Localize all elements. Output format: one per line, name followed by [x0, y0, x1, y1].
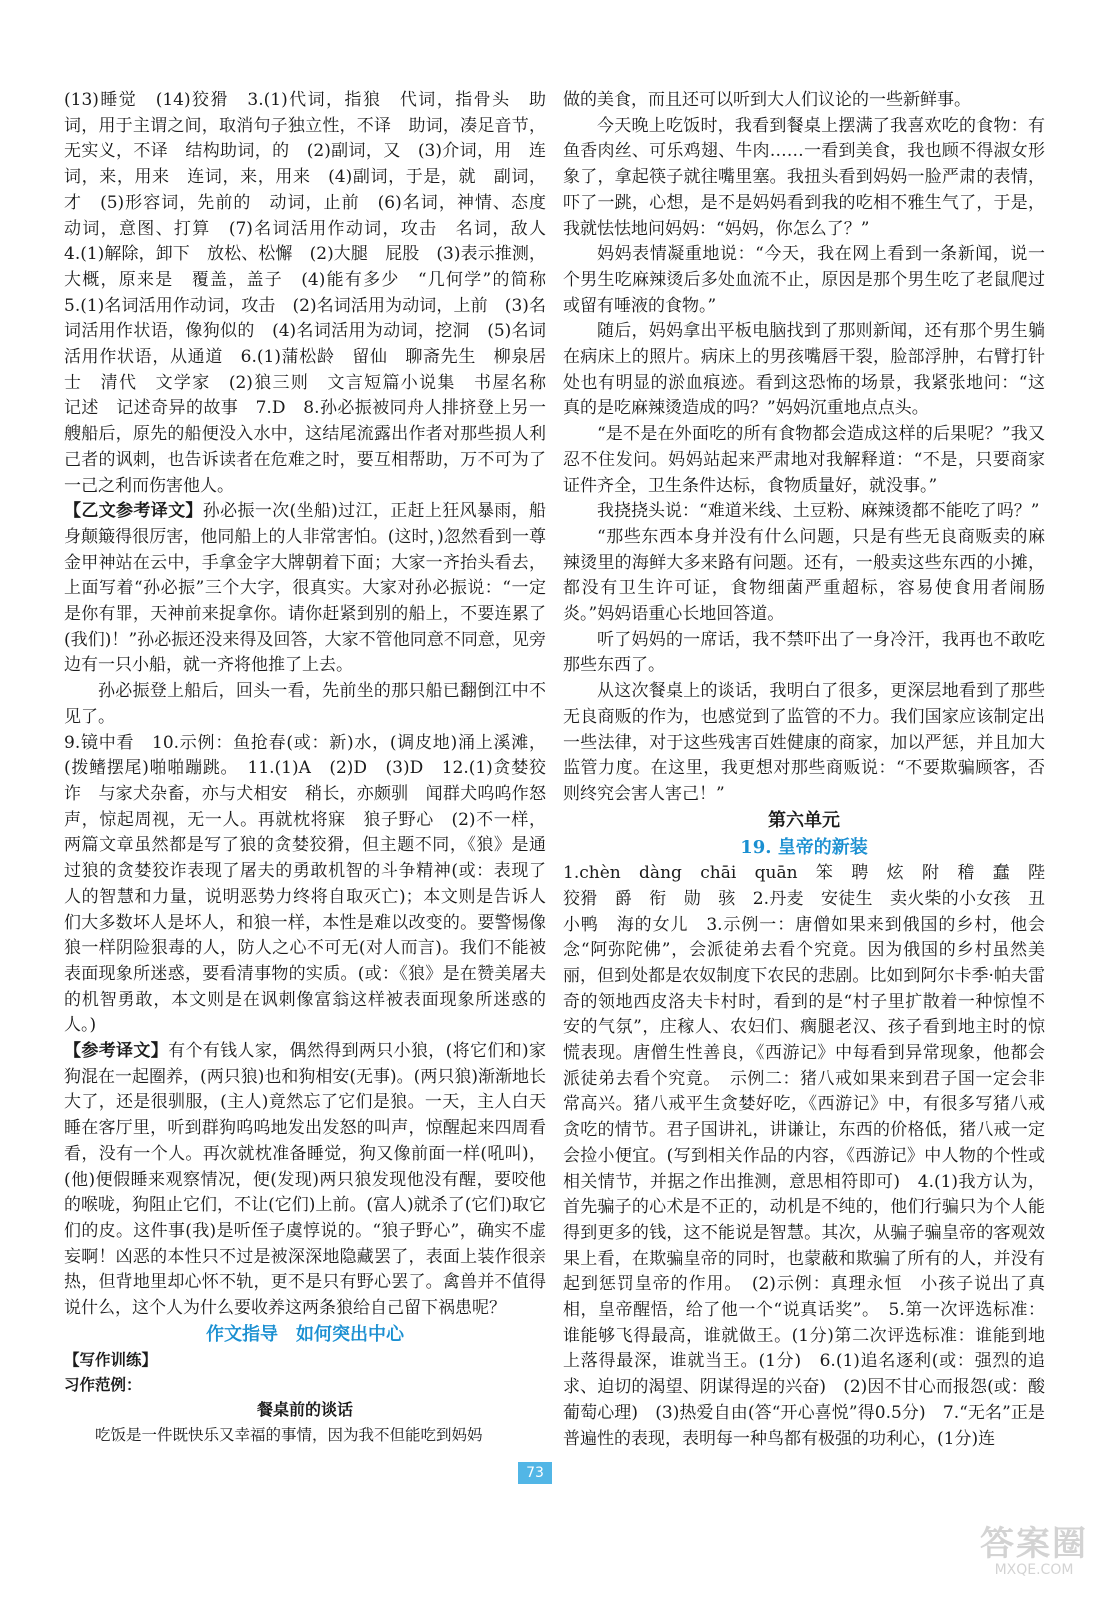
essay-paragraph-9: 从这次餐桌上的谈话，我明白了很多，更深层地看到了那些无良商贩的作为，也感觉到了监管的不力。我们国家应该制定出一些法律，对于这些残害百姓健康的商家，加以严惩，并且加大监管力度。在这里，我更想对那些商贩说：“不要欺骗顾客，否则终究会害人害己！” — [563, 681, 1045, 804]
translation-ref-text: 有个有钱人家，偶然得到两只小狼，(将它们和)家狗混在一起圈养，(两只狼)也和狗相安(无事)。(两只狼)渐渐地长大了，还是很驯服，(主人)竟然忘了它们是狼。一天，主人白天睡在客厅里，听到群狗呜呜地发出发怒的叫声，惊醒起来四周看看，没有一个人。再次就枕准备睡觉，狗又像前面一样(吼叫)，(他)便假睡来观察情况，便(发现)两只狼发现他没有醒，要咬他的喉咙，狗阻止它们，不让(它们)上前。(富人)就杀了(它们)取它们的皮。这件事(我)是听侄子虞惇说的。“狼子野心”，确实不虚妄啊！凶恶的本性只不过是被深深地隐藏罢了，表面上装作很亲热，但背地里却心怀不轨，更不是只有野心罢了。禽兽并不值得说什么，这个人为什么要收养这两条狼给自己留下祸患呢？ — [64, 1041, 547, 1319]
translation-yi — [64, 499, 546, 679]
translation-yi-2: 孙必振登上船后，回头一看，先前坐的那只船已翻倒江中不见了。 — [64, 681, 546, 727]
essay-paragraph-8: 听了妈妈的一席话，我不禁吓出了一身冷汗，我再也不敢吃那些东西了。 — [563, 629, 1045, 676]
translation-ref-head: 【参考译文】 — [64, 1041, 169, 1062]
essay-paragraph-4: 随后，妈妈拿出平板电脑找到了那则新闻，还有那个男生躺在病床上的照片。病床上的男孩嘴唇干裂，脸部浮肿，右臂打针处也有明显的淤血痕迹。看到这恐怖的场景，我紧张地问：“这真的是吃麻辣烫造成的吗？”妈妈沉重地点点头。 — [563, 321, 1045, 419]
writing-training-head: 【写作训练】 — [64, 1350, 158, 1370]
watermark-logo — [980, 1526, 1088, 1578]
translation-yi-text: 孙必振一次(坐船)过江，正赶上狂风暴雨，船身颠簸得很厉害，他同船上的人非常害怕。(这时，)忽然看到一尊金甲神站在云中，手拿金字大牌朝着下面；大家一齐抬头看去，上面写着“孙必振”三个大字，很真实。大家对孙必振说：“一定是你有罪，天神前来捉拿你。请你赶紧到别的船上，不要连累了(我们)！”孙必振还没来得及回答，大家不管他同意不同意，见旁边有一只小船，就一齐将他推了上去。 — [64, 501, 546, 676]
answer-block-2: 9.镜中看 10.示例：鱼抢春(或：新)水，(调皮地)涌上溪滩，(拨鳍摆尾)啪啪蹦跳。 11.(1)A (2)D (3)D 12.(1)贪婪狡诈 与家犬杂畜，亦与犬相安 稍长，亦颇驯 闻群犬呜呜作怒声，惊起周视，无一人。再就枕将寐 狼子野心 (2)不一样，两篇文章虽然都是写了狼的贪婪狡猾，但主题不同，《狼》是通过狼的贪婪狡诈表现了屠夫的勇敢机智的斗争精神(或：表现了人的智慧和力量，说明恶势力终将自取灭亡)；本文则是告诉人们大多数坏人是坏人，和狼一样，本性是难以改变的。要警惕像狼一样阴险狠毒的人，防人之心不可无(对人而言)。我们不能被表面现象所迷惑，要看清事物的实质。(或：《狼》是在赞美屠夫的机智勇敢，本文则是在讽刺像富翁这样被表面现象所迷惑的人。) — [64, 732, 546, 1036]
essay-paragraph-5: “是不是在外面吃的所有食物都会造成这样的后果呢？”我又忍不住发问。妈妈站起来严肃地对我解释道：“不是，只要商家证件齐全，卫生条件达标，食物质量好，就没事。” — [563, 424, 1045, 496]
page-number: 73 — [518, 1462, 552, 1484]
essay-paragraph-2: 今天晚上吃饭时，我看到餐桌上摆满了我喜欢吃的食物：有鱼香肉丝、可乐鸡翅、牛肉……一看到美食，我也顾不得淑女形象了，拿起筷子就往嘴里塞。我扭头看到妈妈一脸严肃的表情，吓了一跳，心想，是不是妈妈看到我的吃相不雅生气了，于是，我就怯怯地问妈妈：“妈妈，你怎么了？” — [563, 115, 1045, 239]
lesson-answers: 1.chèn dàng chāi quān 笨 聘 炫 附 稽 蠢 陛 狡猾 爵 衔 勋 骇 2.丹麦 安徒生 卖火柴的小女孩 丑小鸭 海的女儿 3.示例一：唐僧如果来到俄国的乡村，他会念“阿弥陀佛”，会派徒弟去看个究竟。因为俄国的乡村虽然美丽，但到处都是农奴制度下农民的悲剧。比如到阿尔卡季·帕夫雷奇的领地西皮洛夫卡村时，看到的是“村子里扩散着一种惊惶不安的气氛”，庄稼人、农妇们、瘸腿老汉、孩子看到地主时的惊慌表现。唐僧生性善良，《西游记》中每看到异常现象，他都会派徒弟去看个究竟。 示例二：猪八戒如果来到君子国一定会非常高兴。猪八戒平生贪婪好吃，《西游记》中，有很多写猪八戒贪吃的情节。君子国讲礼，讲谦让，东西的价格低，猪八戒一定会捡小便宜。(写到相关作品的内容，《西游记》中人物的个性或相关情节，并据之作出推测，意思相符即可) 4.(1)我方认为，首先骗子的心术是不正的，动机是不纯的，他们行骗只为个人能得到更多的钱，这不能说是智慧。其次，从骗子骗皇帝的客观效果上看，在欺骗皇帝的同时，也蒙蔽和欺骗了所有的人，并没有起到惩罚皇帝的作用。 (2)示例：真理永恒 小孩子说出了真相，皇帝醒悟，给了他一个“说真话奖”。 5.第一次评选标准：谁能够飞得最高，谁就做王。(1分)第二次评选标准：谁能到地上落得最深，谁就当王。(1分) 6.(1)追名逐利(或：强烈的追求、迫切的渴望、阴谋得逞的兴奋) (2)因不甘心而报怨(或：酸葡萄心理) (3)热爱自由(答“开心喜悦”得0.5分) 7.“无名”正是普遍性的表现，表明每一种鸟都有极强的功利心，(1分)连 — [563, 863, 1062, 1449]
unit-heading: 第六单元 — [768, 809, 840, 831]
essay-title: 餐桌前的谈话 — [256, 1400, 353, 1420]
writing-guide-title: 作文指导 如何突出中心 — [206, 1323, 404, 1345]
essay-paragraph-3: 妈妈表情凝重地说：“今天，我在网上看到一条新闻，说一个男生吃麻辣烫后多处血流不止，原因是那个男生吃了老鼠爬过或留有唾液的食物。” — [563, 244, 1045, 316]
essay-paragraph-6: 我挠挠头说：“难道米线、土豆粉、麻辣烫都不能吃了吗？” — [597, 501, 1040, 522]
translation-yi-head: 【乙文参考译文】 — [64, 501, 203, 522]
essay-paragraph-1: 吃饭是一件既快乐又幸福的事情，因为我不但能吃到妈妈 — [95, 1426, 483, 1445]
essay-paragraph-7: “那些东西本身并没有什么问题，只是有些无良商贩卖的麻辣烫里的海鲜大多来路有问题。还有，一般卖这些东西的小摊，都没有卫生许可证，食物细菌严重超标，容易使食用者闹肠炎。”妈妈语重心长地回答道。 — [563, 526, 1045, 625]
translation-ref — [64, 1039, 546, 1322]
watermark-url: MXQE.COM — [994, 1562, 1074, 1578]
example-label: 习作范例： — [64, 1375, 142, 1395]
answer-block-1: (13)睡觉 (14)狡猾 3.(1)代词，指狼 代词，指骨头 助词，用于主谓之间，取消句子独立性，不译 助词，凑足音节，无实义，不译 结构助词，的 (2)副词，又 (3)介词，用 连词，来，用来 连词，来，用来 (4)副词，于是，就 副词，才 (5)形容词，先前的 动词，止前 (6)名词，神情、态度 动词，意图、打算 (7)名词活用作动词，攻击 名词，敌人 4.(1)解除，卸下 放松、松懈 (2)大腿 屁股 (3)表示推测，大概，原来是 覆盖，盖子 (4)能有多少 “几何学”的简称 5.(1)名词活用作动词，攻击 (2)名词活用为动词，上前 (3)名词活用作状语，像狗似的 (4)名词活用为动词，挖洞 (5)名词活用作状语，从通道 6.(1)蒲松龄 留仙 聊斋先生 柳泉居士 清代 文学家 (2)狼三则 文言短篇小说集 书屋名称 记述 记述奇异的故事 7.D 8.孙必振被同舟人排挤登上另一艘船后，原先的船便没入水中，这结尾流露出作者对那些损人利己者的讽刺，也告诉读者在危难之时，要互相帮助，万不可为了一己之利而伤害他人。 — [64, 90, 563, 496]
right-column — [563, 88, 1062, 1452]
watermark-title: 答案圈 — [980, 1524, 1088, 1564]
left-column — [64, 88, 563, 1448]
lesson-title: 19. 皇帝的新装 — [740, 837, 868, 859]
essay-paragraph-1-cont: 做的美食，而且还可以听到大人们议论的一些新鲜事。 — [563, 90, 971, 110]
